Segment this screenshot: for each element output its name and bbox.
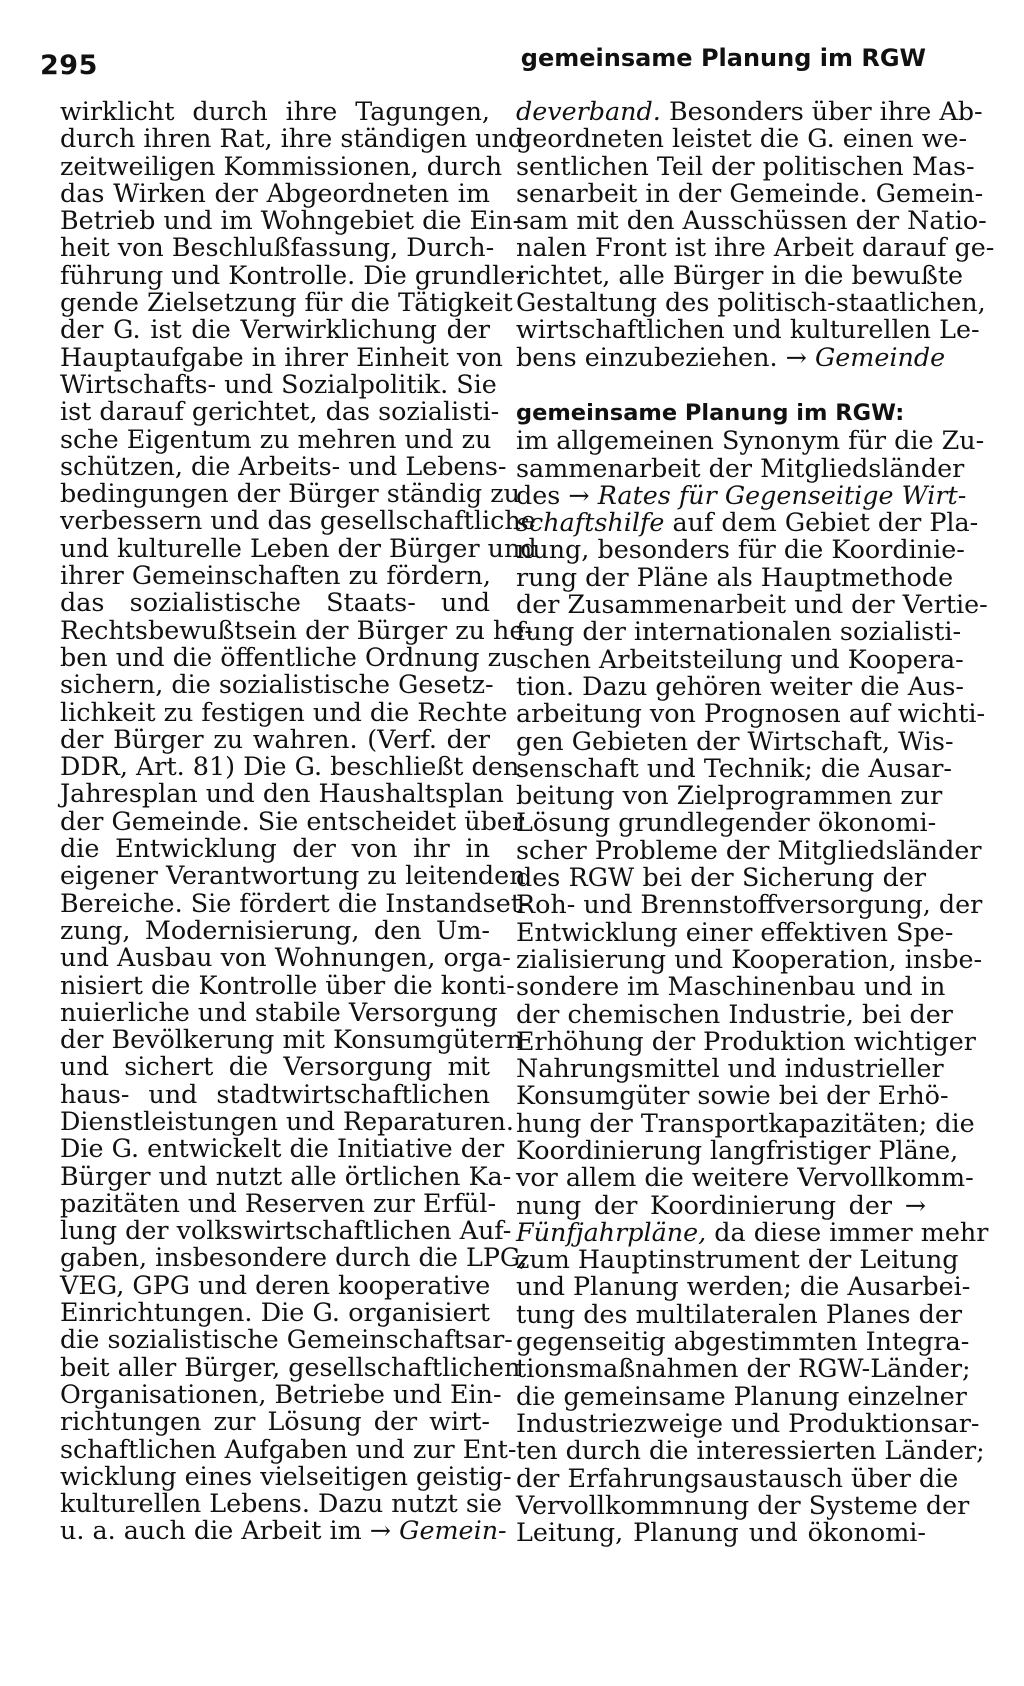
text-line: sondere im Maschinenbau und in [516, 971, 946, 1002]
text-line: der Gemeinde. Sie entscheidet über [60, 805, 525, 836]
text-line: Roh- und Brennstoffversorgung, der [516, 889, 983, 920]
text-line: sentlichen Teil der politischen Mas- [516, 150, 975, 181]
text-line: tion. Dazu gehören weiter die Aus- [516, 670, 964, 701]
text-line: zialisierung und Kooperation, insbe- [516, 943, 983, 974]
text-line: wirtschaftlichen und kulturellen Le- [516, 314, 980, 345]
text-line: der Erfahrungsaustausch über die [516, 1462, 959, 1493]
text-line: nisiert die Kontrolle über die konti- [60, 969, 515, 1000]
text-line: vor allem die weitere Vervollkomm- [516, 1162, 974, 1193]
text-line: nung, besonders für die Koordinie- [516, 534, 965, 565]
text-line: der chemischen Industrie, bei der [516, 998, 953, 1029]
text-line: beitung von Zielprogrammen zur [516, 780, 943, 811]
text-line: ist darauf gerichtet, das sozialisti- [60, 396, 500, 427]
text-line: ben und die öffentliche Ordnung zu [60, 641, 518, 672]
text-line: Organisationen, Betriebe und Ein- [60, 1378, 502, 1409]
text-line: ihrer Gemeinschaften zu fördern, [60, 560, 491, 591]
text-line: Industriezweige und Produktionsar- [516, 1407, 980, 1438]
text-line: schen Arbeitsteilung und Koopera- [516, 643, 964, 674]
text-line: gaben, insbesondere durch die LPG, [60, 1242, 528, 1273]
text-line: Betrieb und im Wohngebiet die Ein- [60, 205, 522, 236]
text-line: hung der Transportkapazitäten; die [516, 1107, 975, 1138]
text-line: Konsumgüter sowie bei der Erhö- [516, 1080, 949, 1111]
text-line: Wirtschafts- und Sozialpolitik. Sie [60, 368, 497, 399]
text-line: gegenseitig abgestimmten Integra- [516, 1326, 970, 1357]
text-line: und Planung werden; die Ausarbei- [516, 1271, 971, 1302]
text-line: sam mit den Ausschüssen der Natio- [516, 205, 987, 236]
text-line: durch ihren Rat, ihre ständigen und [60, 123, 525, 154]
entry-separator [516, 371, 926, 398]
text-line: Rechtsbewußtsein der Bürger zu he- [60, 614, 533, 645]
text-line: Bürger und nutzt alle örtlichen Ka- [60, 1160, 512, 1191]
text-line: das Wirken der Abgeordneten im [60, 177, 490, 208]
text-line: und Ausbau von Wohnungen, orga- [60, 942, 511, 973]
cross-reference-continuation: schaftshilfe [516, 507, 665, 538]
text-line: heit von Beschlußfassung, Durch- [60, 232, 495, 263]
text-line [516, 341, 946, 372]
text-line: die sozialistische Gemeinschaftsar- [60, 1324, 513, 1355]
text-line: Entwicklung einer effektiven Spe- [516, 916, 954, 947]
text-segment: Besonders über ihre Ab- [668, 96, 983, 126]
text-line: gen Gebieten der Wirtschaft, Wis- [516, 725, 954, 756]
text-line: arbeitung von Prognosen auf wichti- [516, 698, 986, 729]
cross-reference-link: Gemeinde [815, 341, 946, 372]
text-line: senarbeit in der Gemeinde. Gemein- [516, 177, 984, 208]
text-line: geordneten leistet die G. einen we- [516, 123, 968, 154]
text-segment: da diese immer mehr [714, 1216, 989, 1247]
text-line: schaftlichen Aufgaben und zur Ent- [60, 1433, 517, 1464]
text-line: schützen, die Arbeits- und Lebens- [60, 450, 507, 481]
text-line: senschaft und Technik; die Ausar- [516, 752, 952, 783]
text-line: beit aller Bürger, gesellschaftlichen [60, 1351, 521, 1382]
text-line: Erhöhung der Produktion wichtiger [516, 1025, 976, 1056]
entry-heading: gemeinsame Planung im RGW: [516, 399, 905, 426]
text-line: nalen Front ist ihre Arbeit darauf ge- [516, 232, 995, 263]
cross-reference-continuation: deverband. [516, 96, 661, 126]
text-line: der Bürger zu wahren. (Verf. der [60, 723, 490, 754]
text-line: zeitweiligen Kommissionen, durch [60, 150, 503, 181]
text-line: ten durch die interessierten Länder; [516, 1435, 985, 1466]
text-line: Gestaltung des politisch-staatlichen, [516, 287, 986, 318]
cross-reference-link: Rates für Gegenseitige Wirt- [597, 479, 967, 510]
text-line: sche Eigentum zu mehren und zu [60, 423, 492, 454]
text-segment: u. a. auch die Arbeit im → [60, 1515, 392, 1546]
text-line: des RGW bei der Sicherung der [516, 862, 926, 893]
text-line: und sichert die Versorgung mit [60, 1051, 490, 1082]
text-line: der Bevölkerung mit Konsumgütern [60, 1024, 523, 1055]
text-line: Jahresplan und den Haushaltsplan [60, 778, 504, 809]
text-line: zung, Modernisierung, den Um- [60, 914, 490, 945]
text-segment: auf dem Gebiet der Pla- [672, 507, 979, 538]
text-line: der G. ist die Verwirklichung der [60, 314, 490, 345]
text-line: richtungen zur Lösung der wirt- [60, 1406, 490, 1437]
text-line [516, 1216, 989, 1247]
text-line: wicklung eines vielseitigen geistig- [60, 1460, 512, 1491]
text-line: zum Hauptinstrument der Leitung [516, 1244, 959, 1275]
text-line: fung der internationalen sozialisti- [516, 616, 962, 647]
text-line: Hauptaufgabe in ihrer Einheit von [60, 341, 503, 372]
page-header [40, 44, 926, 84]
text-line: Bereiche. Sie fördert die Instandset- [60, 887, 530, 918]
text-line [516, 507, 979, 538]
text-line: tung des multilateralen Planes der [516, 1298, 963, 1329]
text-line: Dienstleistungen und Reparaturen. [60, 1105, 514, 1136]
text-line [516, 96, 983, 126]
text-line: Nahrungsmittel und industrieller [516, 1053, 944, 1084]
text-line: im allgemeinen Synonym für die Zu- [516, 425, 985, 456]
text-line: nuierliche und stabile Versorgung [60, 996, 498, 1027]
text-line: sammenarbeit der Mitgliedsländer [516, 452, 965, 483]
right-column [516, 96, 995, 1548]
text-segment: bens einzubeziehen. → [516, 341, 807, 372]
text-line: wirklicht durch ihre Tagungen, [60, 96, 490, 126]
cross-reference-link: Fünfjahrpläne, [516, 1216, 707, 1247]
text-line: und kulturelle Leben der Bürger und [60, 532, 537, 563]
text-line: der Zusammenarbeit und der Vertie- [516, 589, 988, 620]
entry-heading-line [516, 398, 926, 427]
text-line: Einrichtungen. Die G. organisiert [60, 1297, 490, 1328]
text-line [60, 1515, 507, 1546]
text-line: VEG, GPG und deren kooperative [60, 1269, 491, 1300]
text-line: sichern, die sozialistische Gesetz- [60, 669, 494, 700]
text-line: Vervollkommnung der Systeme der [516, 1489, 970, 1520]
text-line: rung der Pläne als Hauptmethode [516, 561, 954, 592]
cross-reference-link: Gemein- [399, 1515, 507, 1546]
text-line [516, 479, 967, 510]
text-line: bedingungen der Bürger ständig zu [60, 478, 520, 509]
text-line: nung der Koordinierung der → [516, 1189, 926, 1220]
text-line: scher Probleme der Mitgliedsländer [516, 834, 982, 865]
text-line: das sozialistische Staats- und [60, 587, 490, 618]
text-line: tionsmaßnahmen der RGW-Länder; [516, 1353, 971, 1384]
left-column [60, 96, 537, 1546]
text-line: die gemeinsame Planung einzelner [516, 1380, 967, 1411]
text-line: lichkeit zu festigen und die Rechte [60, 696, 508, 727]
text-line: richtet, alle Bürger in die bewußte [516, 259, 964, 290]
text-segment: des → [516, 479, 590, 510]
text-line: pazitäten und Reserven zur Erfül- [60, 1187, 497, 1218]
running-head: gemeinsame Planung im RGW [520, 44, 926, 72]
text-line: Leitung, Planung und ökonomi- [516, 1517, 926, 1548]
text-line: die Entwicklung der von ihr in [60, 833, 490, 864]
page-number: 295 [40, 50, 98, 81]
text-line: eigener Verantwortung zu leitenden [60, 860, 526, 891]
text-line: verbessern und das gesellschaftliche [60, 505, 536, 536]
text-line: Die G. entwickelt die Initiative der [60, 1133, 505, 1164]
text-line: gende Zielsetzung für die Tätigkeit [60, 287, 513, 318]
text-line: kulturellen Lebens. Dazu nutzt sie [60, 1488, 502, 1519]
text-line: Koordinierung langfristiger Pläne, [516, 1134, 959, 1165]
text-line: führung und Kontrolle. Die grundle- [60, 259, 524, 290]
text-line: haus- und stadtwirtschaftlichen [60, 1078, 490, 1109]
text-line: DDR, Art. 81) Die G. beschließt den [60, 751, 520, 782]
text-line: lung der volkswirtschaftlichen Auf- [60, 1215, 512, 1246]
text-line: Lösung grundlegender ökonomi- [516, 807, 937, 838]
